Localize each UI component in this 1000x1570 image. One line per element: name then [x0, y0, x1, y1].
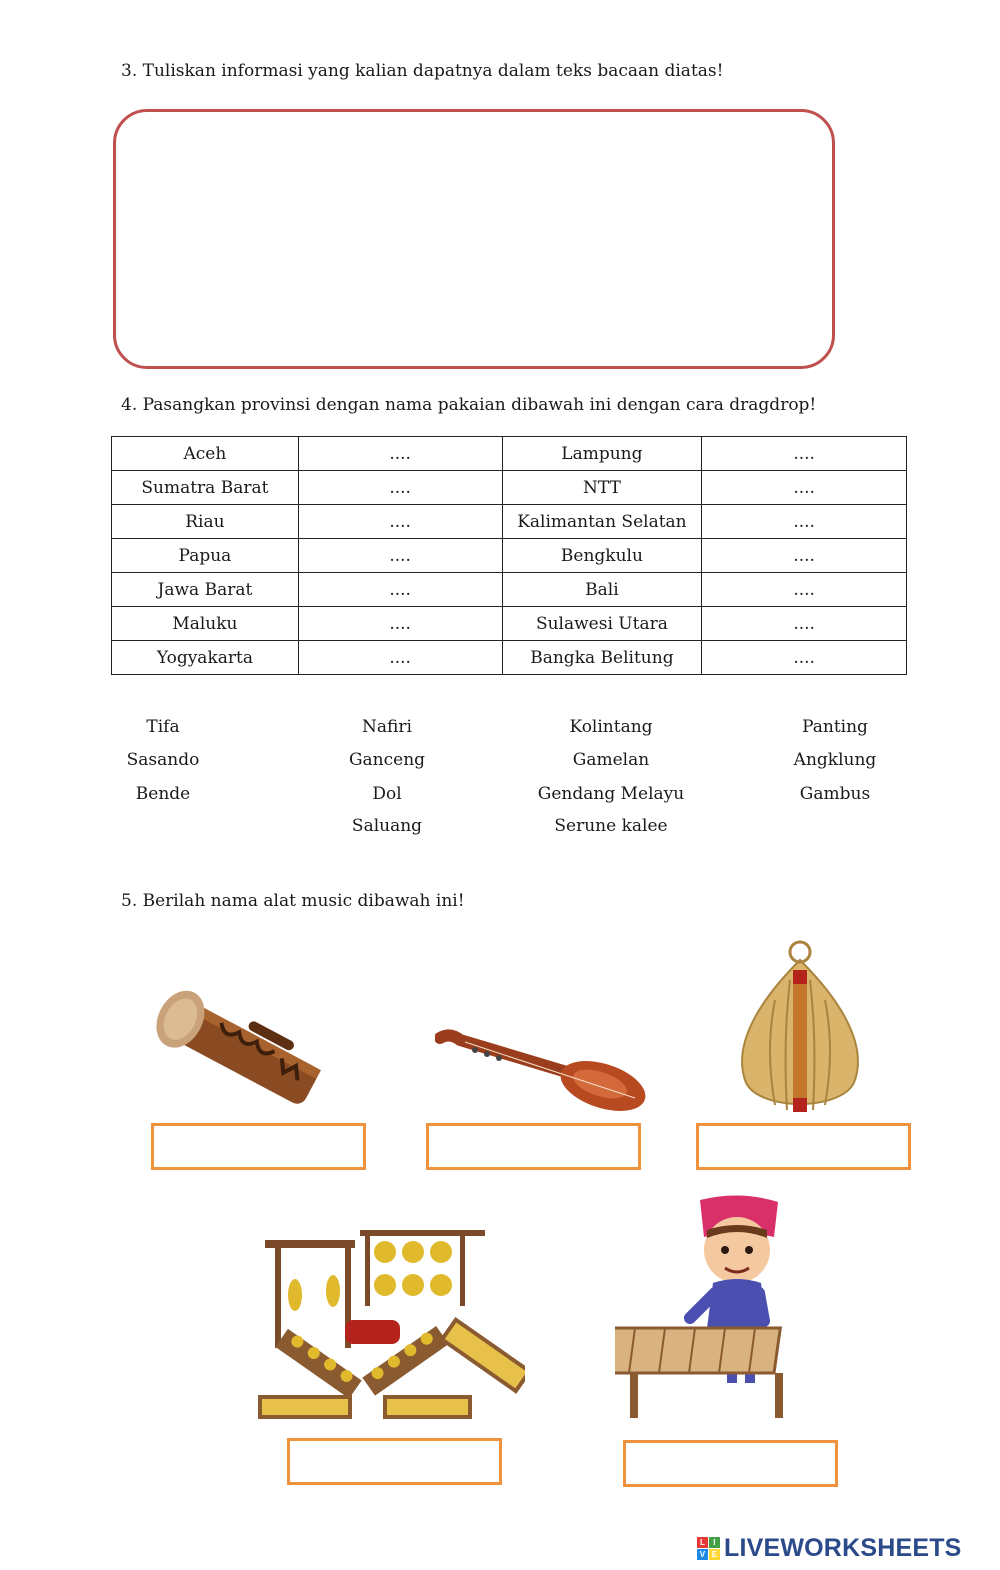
drop-slot[interactable]: .... — [702, 641, 907, 675]
sasando-image — [735, 940, 865, 1118]
drop-slot[interactable]: .... — [298, 641, 502, 675]
table-row — [112, 437, 907, 471]
answer-input-instrument-4[interactable] — [287, 1438, 502, 1485]
drag-option-dol[interactable]: Dol — [372, 784, 402, 804]
province-cell: Papua — [112, 539, 299, 573]
drag-option-panting[interactable]: Panting — [802, 717, 868, 737]
liveworksheets-watermark — [697, 1533, 962, 1563]
province-cell: Sumatra Barat — [112, 471, 299, 505]
province-cell: Lampung — [502, 437, 702, 471]
table-row — [112, 641, 907, 675]
drag-option-nafiri[interactable]: Nafiri — [362, 717, 412, 737]
gambus-lute-image — [435, 1020, 650, 1115]
answer-input-instrument-2[interactable] — [426, 1123, 641, 1170]
question-5-text: 5. Berilah nama alat music dibawah ini! — [121, 891, 465, 911]
question-3-text: 3. Tuliskan informasi yang kalian dapatnya dalam teks bacaan diatas! — [121, 61, 724, 81]
watermark-text: LIVEWORKSHEETS — [724, 1533, 962, 1562]
drop-slot[interactable]: .... — [702, 505, 907, 539]
province-cell: Bali — [502, 573, 702, 607]
drag-option-sasando[interactable]: Sasando — [126, 750, 200, 770]
drag-option-kolintang[interactable]: Kolintang — [569, 717, 653, 737]
table-row — [112, 607, 907, 641]
xylophone-player-image — [615, 1188, 805, 1420]
drag-option-serune-kalee[interactable]: Serune kalee — [554, 816, 668, 836]
answer-input-instrument-1[interactable] — [151, 1123, 366, 1170]
table-row — [112, 539, 907, 573]
province-cell: Jawa Barat — [112, 573, 299, 607]
drop-slot[interactable]: .... — [298, 607, 502, 641]
drop-slot[interactable]: .... — [298, 539, 502, 573]
drop-slot[interactable]: .... — [702, 573, 907, 607]
drop-slot[interactable]: .... — [298, 505, 502, 539]
drag-option-gendang-melayu[interactable]: Gendang Melayu — [537, 784, 685, 804]
table-row — [112, 505, 907, 539]
drop-slot[interactable]: .... — [702, 437, 907, 471]
drop-slot[interactable]: .... — [702, 539, 907, 573]
province-cell: Maluku — [112, 607, 299, 641]
province-match-table — [111, 436, 907, 675]
table-row — [112, 471, 907, 505]
answer-input-instrument-5[interactable] — [623, 1440, 838, 1487]
drop-slot[interactable]: .... — [298, 437, 502, 471]
drop-slot[interactable]: .... — [298, 573, 502, 607]
province-cell: Bengkulu — [502, 539, 702, 573]
province-cell: Sulawesi Utara — [502, 607, 702, 641]
question-4-text: 4. Pasangkan provinsi dengan nama pakaian dibawah ini dengan cara dragdrop! — [121, 395, 817, 415]
province-cell: Kalimantan Selatan — [502, 505, 702, 539]
drag-option-tifa[interactable]: Tifa — [146, 717, 180, 737]
liveworksheets-logo-icon: L I V E — [697, 1537, 720, 1560]
drop-slot[interactable]: .... — [702, 607, 907, 641]
province-cell: Bangka Belitung — [502, 641, 702, 675]
province-cell: Yogyakarta — [112, 641, 299, 675]
drag-option-ganceng[interactable]: Ganceng — [348, 750, 426, 770]
drag-option-gamelan[interactable]: Gamelan — [572, 750, 650, 770]
drag-option-angklung[interactable]: Angklung — [793, 750, 877, 770]
province-cell: Aceh — [112, 437, 299, 471]
table-row — [112, 573, 907, 607]
gamelan-set-image — [255, 1225, 525, 1423]
q3-answer-textbox[interactable] — [113, 109, 835, 369]
tifa-drum-image — [140, 990, 340, 1115]
drag-option-gambus[interactable]: Gambus — [799, 784, 871, 804]
drag-option-saluang[interactable]: Saluang — [351, 816, 423, 836]
drop-slot[interactable]: .... — [298, 471, 502, 505]
drop-slot[interactable]: .... — [702, 471, 907, 505]
province-cell: Riau — [112, 505, 299, 539]
drag-option-bende[interactable]: Bende — [135, 784, 191, 804]
province-cell: NTT — [502, 471, 702, 505]
answer-input-instrument-3[interactable] — [696, 1123, 911, 1170]
